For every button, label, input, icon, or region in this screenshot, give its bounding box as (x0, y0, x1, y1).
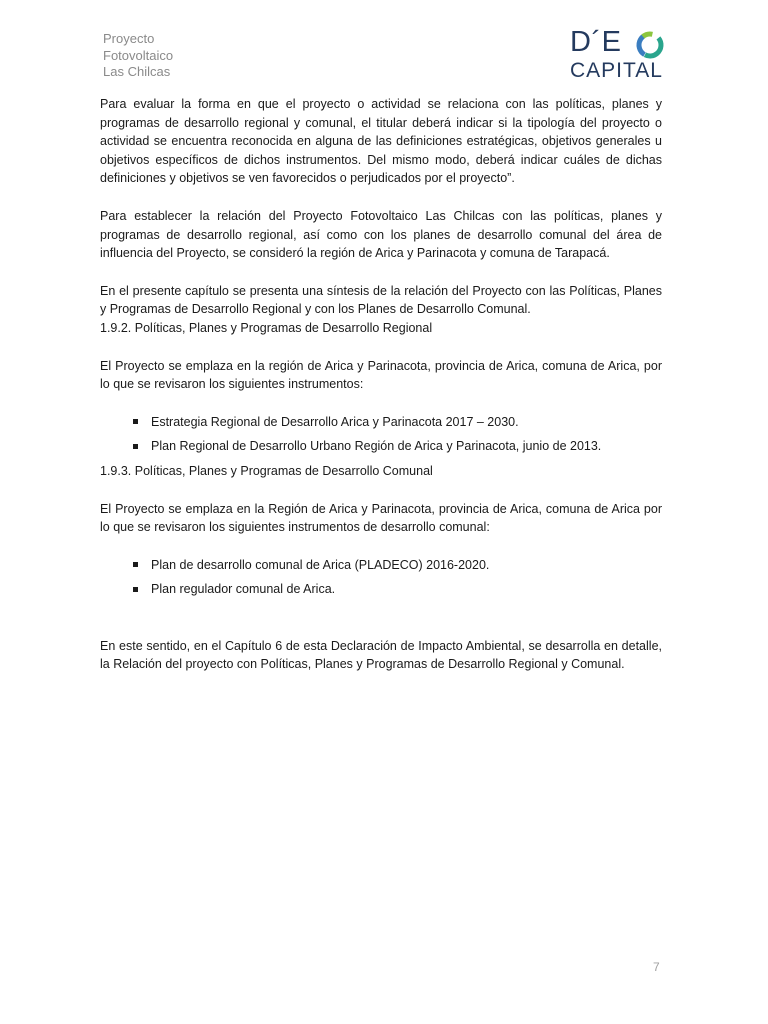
list-item-text: Estrategia Regional de Desarrollo Arica y Parinacota 2017 – 2030. (151, 414, 519, 429)
list-item (100, 580, 662, 599)
bullet-square-icon (133, 444, 138, 449)
header-project-line: Las Chilcas (103, 64, 171, 79)
header-project-line: Fotovoltaico (103, 47, 174, 63)
communal-instruments-list (100, 556, 662, 599)
list-item (100, 437, 662, 456)
header-project-name (103, 31, 173, 81)
bullet-square-icon (133, 587, 138, 592)
paragraph: En este sentido, en el Capítulo 6 de esta Declaración de Impacto Ambiental, se desarrolla en detalle, la Relación del proyecto con Políticas, Planes y Programas de Desarrollo Regional y Comunal. (100, 638, 662, 672)
logo-ring-icon (634, 29, 666, 61)
section-heading-1-9-3: 1.9.3. Políticas, Planes y Programas de Desarrollo Comunal (100, 463, 433, 478)
paragraph: El Proyecto se emplaza en la región de Arica y Parinacota, provincia de Arica, comuna de Arica, por lo que se revisaron los siguientes instrumentos: (100, 358, 662, 392)
paragraph: Para evaluar la forma en que el proyecto o actividad se relaciona con las políticas, planes y programas de desarrollo regional y comunal, el titular deberá indicar si la tipología del proyecto o actividad se encuentra reconocida en alguna de las definiciones estratégicas, objetivos generales u objetivos específicos de dichos instrumentos. Del mismo modo, deberá indicar cuáles de dichas definiciones y objetivos se ven favorecidos o perjudicados por el proyecto”. (100, 97, 662, 186)
paragraph: En el presente capítulo se presenta una síntesis de la relación del Proyecto con las Políticas, Planes y Programas de Desarrollo Regional y con los Planes de Desarrollo Comunal. (100, 283, 662, 317)
company-logo (570, 26, 670, 86)
paragraph: El Proyecto se emplaza en la Región de Arica y Parinacota, provincia de Arica, comuna de Arica por lo que se revisaron los siguientes instrumentos de desarrollo comunal: (100, 501, 662, 535)
bullet-square-icon (133, 562, 138, 567)
document-body (100, 95, 662, 674)
list-item (100, 413, 662, 432)
list-item (100, 556, 662, 575)
list-item-text: Plan regulador comunal de Arica. (151, 582, 336, 597)
logo-text-de: D´E (570, 26, 622, 58)
bullet-square-icon (133, 419, 138, 424)
regional-instruments-list (100, 413, 662, 456)
page-number: 7 (653, 960, 660, 974)
list-item-text: Plan de desarrollo comunal de Arica (PLADECO) 2016-2020. (151, 557, 490, 572)
logo-text-capital: CAPITAL (570, 59, 663, 82)
list-item-text: Plan Regional de Desarrollo Urbano Región de Arica y Parinacota, junio de 2013. (151, 439, 602, 454)
paragraph: Para establecer la relación del Proyecto Fotovoltaico Las Chilcas con las políticas, planes y programas de desarrollo regional, así como con los planes de desarrollo comunal del área de influencia del Proyecto, se consideró la región de Arica y Parinacota y comuna de Tarapacá. (100, 208, 662, 261)
section-heading-1-9-2: 1.9.2. Políticas, Planes y Programas de Desarrollo Regional (100, 320, 433, 335)
header-project-line: Proyecto (103, 31, 155, 46)
